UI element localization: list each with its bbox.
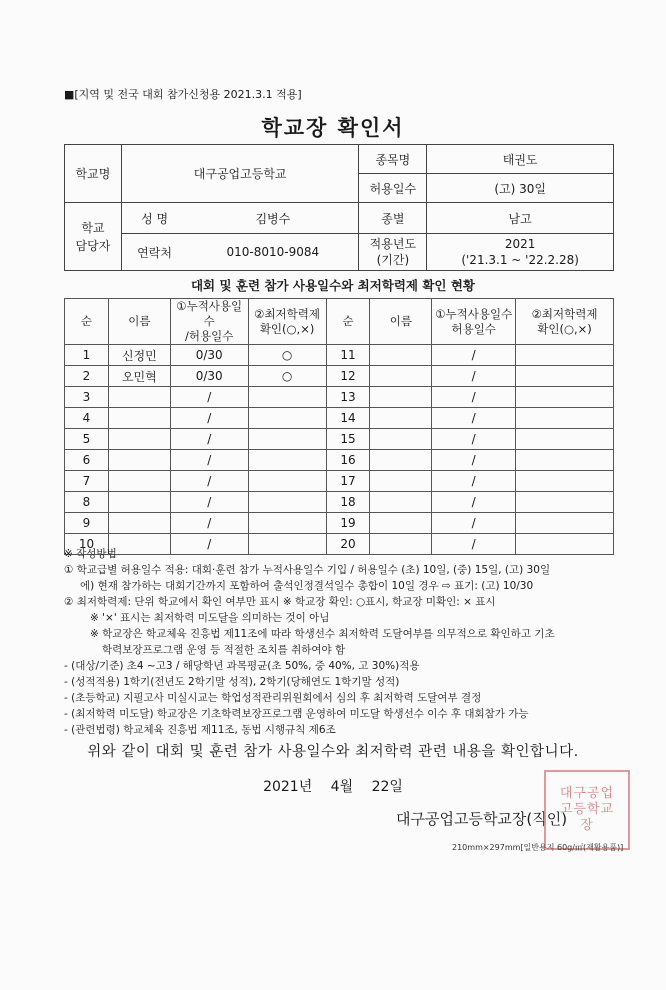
cell-name (108, 387, 170, 408)
cell-min (248, 471, 326, 492)
table-row (65, 387, 614, 408)
cell-name (370, 471, 432, 492)
cell-no: 9 (65, 513, 109, 534)
header-days-line1: ①누적사용일수 (176, 299, 243, 328)
cell-days: / (170, 450, 248, 471)
note-line: ※ '×' 표시는 최저학력 미도달을 의미하는 것이 아님 (90, 612, 330, 624)
gender-value: 남고 (427, 203, 614, 234)
cell-min (516, 345, 614, 366)
header-no: 순 (65, 299, 109, 345)
year-label-line2: (기간) (376, 253, 410, 267)
cell-min (248, 450, 326, 471)
cell-no: 3 (65, 387, 109, 408)
header-min2-line2: 확인(○,×) (537, 321, 592, 336)
table-row (65, 492, 614, 513)
cell-name (108, 429, 170, 450)
header-name: 이름 (108, 299, 170, 345)
cell-name (108, 513, 170, 534)
year-value-year: 2021 (504, 237, 536, 251)
cell-no: 5 (65, 429, 109, 450)
cell-min: ○ (248, 366, 326, 387)
cell-no: 11 (326, 345, 370, 366)
cell-min (516, 408, 614, 429)
header-days (170, 299, 248, 345)
cell-name (370, 450, 432, 471)
cell-no: 17 (326, 471, 370, 492)
form-header-note: ■[지역 및 전국 대회 참가신청용 2021.3.1 적용] (64, 88, 302, 101)
cell-days: / (432, 471, 516, 492)
cell-no: 6 (65, 450, 109, 471)
cell-days: / (170, 492, 248, 513)
header-min (248, 299, 326, 345)
official-seal: 대구공업고등학교장 (544, 770, 630, 850)
contact-label-line1: 학교 (81, 220, 105, 235)
principal-signature: 대구공업고등학교장(직인) (396, 810, 568, 828)
header-name-2: 이름 (370, 299, 432, 345)
header-min-line1: ②최저학력제 (254, 306, 320, 321)
note-line: - (관련법령) 학교체육 진흥법 제11조, 동법 시행규칙 제6조 (64, 724, 336, 736)
cell-no: 19 (326, 513, 370, 534)
note-line: 에) 현재 참가하는 대회기간까지 포함하여 출석인정결석일수 총합이 10일 경우 ⇨ 표기: (고) 10/30 (80, 580, 534, 592)
cell-no: 10 (65, 534, 109, 555)
header-min2-line1: ②최저학력제 (531, 306, 598, 321)
cell-min (516, 513, 614, 534)
cell-days: / (432, 492, 516, 513)
cell-min (248, 492, 326, 513)
contact-label-line2: 담당자 (75, 238, 111, 253)
contact-label (65, 203, 122, 271)
cell-no: 14 (326, 408, 370, 429)
cell-days: / (432, 450, 516, 471)
cell-name (370, 366, 432, 387)
cell-days: / (432, 534, 516, 555)
cell-no: 15 (326, 429, 370, 450)
school-name: 대구공업고등학교 (121, 145, 359, 203)
header-days-line2: /허용일수 (185, 329, 234, 343)
cell-days: / (170, 429, 248, 450)
header-no-2: 순 (326, 299, 370, 345)
cell-name (108, 450, 170, 471)
name-label: 성 명 (121, 203, 187, 234)
note-line: ① 학교급별 허용일수 적용: 대회·훈련 참가 누적사용일수 기입 / 허용일수 (초) 10일, (중) 15일, (고) 30일 (64, 564, 551, 576)
cell-name: 신정민 (108, 345, 170, 366)
cell-min (516, 387, 614, 408)
cell-no: 13 (326, 387, 370, 408)
cell-min (516, 492, 614, 513)
roster-header-row (65, 299, 614, 345)
header-days-2 (432, 299, 516, 345)
cell-days: 0/30 (170, 366, 248, 387)
year-label-line1: 적용년도 (369, 237, 417, 251)
cell-min (248, 387, 326, 408)
cell-no: 20 (326, 534, 370, 555)
cell-no: 1 (65, 345, 109, 366)
cell-no: 7 (65, 471, 109, 492)
table-row (65, 345, 614, 366)
cell-min (516, 471, 614, 492)
note-line: - (초등학교) 지필고사 미실시교는 학업성적관리위원회에서 심의 후 최저학력 도달여부 결정 (64, 692, 482, 704)
cell-name (108, 408, 170, 429)
cell-days: / (432, 366, 516, 387)
cell-name: 오민혁 (108, 366, 170, 387)
instructions (64, 546, 624, 738)
cell-days: / (170, 534, 248, 555)
cell-name (108, 471, 170, 492)
cell-days: / (432, 513, 516, 534)
event-value: 태권도 (427, 145, 614, 174)
page-title: 학교장 확인서 (261, 116, 405, 140)
year-value (427, 234, 614, 271)
phone-label: 연락처 (121, 234, 187, 271)
paper-spec: 210mm×297mm[일반용지 60g/㎡(재활용품)] (452, 843, 624, 852)
table-row (65, 408, 614, 429)
school-label: 학교명 (65, 145, 122, 203)
cell-days: / (432, 429, 516, 450)
note-line: - (대상/기준) 초4 ~고3 / 해당학년 과목평균(초 50%, 중 40%, 고 30%)적용 (64, 660, 420, 672)
table-row (65, 513, 614, 534)
note-line: - (성적적용) 1학기(전년도 2학기말 성적), 2학기(당해연도 1학기말 성적) (64, 676, 400, 688)
note-line: 학력보장프로그램 운영 등 적절한 조치를 취하여야 함 (102, 644, 346, 656)
cell-days: / (432, 345, 516, 366)
header-min-2 (516, 299, 614, 345)
cell-days: 0/30 (170, 345, 248, 366)
cell-days: / (170, 471, 248, 492)
gender-label: 종별 (359, 203, 427, 234)
roster-subtitle: 대회 및 훈련 참가 사용일수와 최저학력제 확인 현황 (190, 278, 476, 293)
table-row (65, 429, 614, 450)
cell-days: / (170, 513, 248, 534)
roster-table (64, 298, 614, 555)
table-row (65, 450, 614, 471)
cell-days: / (170, 408, 248, 429)
note-line: ※ 작성방법 (64, 548, 117, 560)
cell-min (248, 408, 326, 429)
cell-min (248, 429, 326, 450)
cell-no: 16 (326, 450, 370, 471)
cell-min (248, 513, 326, 534)
cell-days: / (170, 387, 248, 408)
cell-name (108, 492, 170, 513)
cell-days: / (432, 387, 516, 408)
note-line: - (최저학력 미도달) 학교장은 기초학력보장프로그램 운영하여 미도달 학생선수 이수 후 대회참가 가능 (64, 708, 529, 720)
cell-min (516, 429, 614, 450)
event-label: 종목명 (359, 145, 427, 174)
cell-min (516, 366, 614, 387)
cell-name (370, 408, 432, 429)
table-row (65, 471, 614, 492)
cell-name (370, 429, 432, 450)
cell-min (516, 450, 614, 471)
year-value-period: ('21.3.1 ~ '22.2.28) (461, 253, 579, 267)
cell-name (370, 492, 432, 513)
table-row (65, 366, 614, 387)
cell-name (370, 387, 432, 408)
school-info-table (64, 144, 614, 271)
cell-name (370, 513, 432, 534)
header-days2-line2: 허용일수 (451, 321, 496, 336)
cell-no: 12 (326, 366, 370, 387)
confirmation-statement: 위와 같이 대회 및 훈련 참가 사용일수와 최저학력 관련 내용을 확인합니다. (87, 744, 579, 760)
cell-min: ○ (248, 345, 326, 366)
year-label (359, 234, 427, 271)
phone-value: 010-8010-9084 (187, 234, 359, 271)
cell-no: 8 (65, 492, 109, 513)
cell-name (370, 345, 432, 366)
cell-no: 18 (326, 492, 370, 513)
name-value: 김병수 (187, 203, 359, 234)
cell-days: / (432, 408, 516, 429)
note-line: ※ 학교장은 학교체육 진흥법 제11조에 따라 학생선수 최저학력 도달여부를 의무적으로 확인하고 기초 (90, 628, 555, 640)
header-days2-line1: ①누적사용일수 (435, 306, 513, 321)
allowed-days-label: 허용일수 (359, 174, 427, 203)
note-line: ② 최저학력제: 단위 학교에서 확인 여부만 표시 ※ 학교장 확인: ○표시, 학교장 미확인: × 표시 (64, 596, 496, 608)
allowed-days-value: (고) 30일 (427, 174, 614, 203)
cell-no: 2 (65, 366, 109, 387)
header-min-line2: 확인(○,×) (259, 321, 315, 336)
cell-no: 4 (65, 408, 109, 429)
confirmation-date: 2021년 4월 22일 (263, 779, 403, 795)
